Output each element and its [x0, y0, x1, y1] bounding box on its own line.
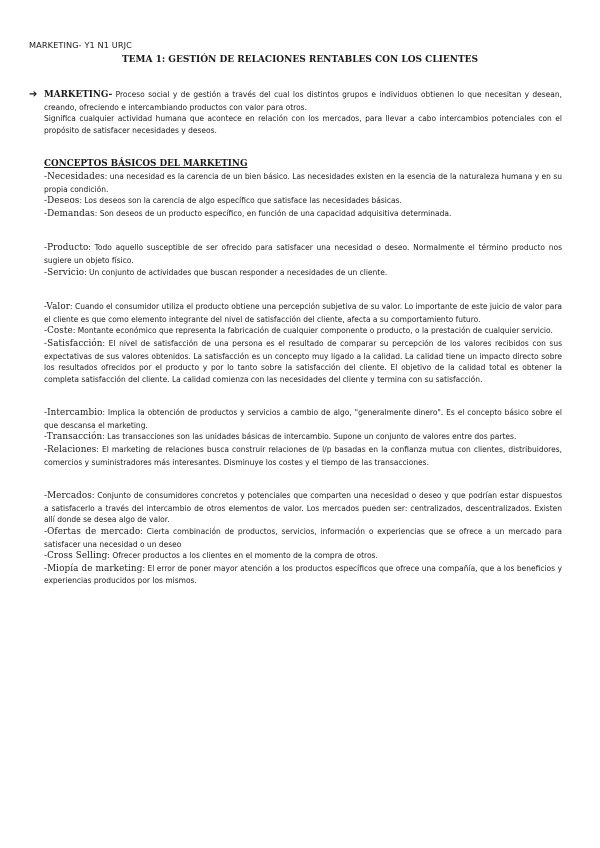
marketing-extra: Significa cualquier actividad humana que acontece en relación con los mercados, para llevar a cabo intercambios potenciales con el propósito de satisfacer necesidades y deseos. [44, 114, 562, 135]
concept-coste [44, 325, 562, 338]
term-label: -Satisfacción [44, 338, 103, 349]
term-label: -Mercados [44, 491, 92, 502]
term-text: : una necesidad es la carencia de un bien básico. Las necesidades existen en la esencia de la naturaleza humana y en su propia condición. [44, 171, 562, 194]
term-label: -Ofertas de mercado [44, 527, 141, 538]
term-text: : El error de poner mayor atención a los productos específicos que ofrece una compañía, que a los beneficios y experiencias producidos por los mismos. [44, 563, 563, 586]
term-text: : Cierta combinación de productos, servicios, información o experiencias que se ofrece a un mercado para satisfacer una necesidad o un deseo [44, 527, 562, 549]
concept-servicio [44, 267, 562, 280]
term-text: : Conjunto de consumidores concretos y potenciales que comparten una necesidad o deseo y que podrían estar dispuestos a satisfacerlo a través del intercambio de otros elementos de valor. Los mercados pueden ser: centralizados, descentralizados. Existen allí donde se desea algo de valor. [44, 491, 562, 525]
concept-valor [44, 301, 562, 325]
marketing-definition [29, 89, 562, 113]
term-text: : Todo aquello susceptible de ser ofrecido para satisfacer una necesidad o deseo. Normalmente el término producto nos sugiere un objeto físico. [44, 243, 562, 265]
concept-ofertas [44, 526, 562, 550]
term-label: -Transacción [44, 432, 103, 443]
concept-satisfaccion [44, 338, 562, 385]
concept-necesidades [44, 171, 562, 195]
concept-deseos [44, 195, 562, 208]
term-label: -Cross Selling [44, 551, 108, 562]
concept-miopia [44, 563, 562, 587]
term-label: -Producto [44, 243, 89, 254]
term-label: -Miopía de marketing [44, 563, 143, 574]
concept-transaccion [44, 431, 562, 444]
term-text: : Los deseos son la carencia de algo específico que satisface las necesidades básicas. [79, 196, 402, 206]
term-label: -Coste [44, 326, 73, 337]
concept-cross-selling [44, 550, 562, 563]
concept-demandas [44, 208, 562, 221]
marketing-term: MARKETING- [44, 90, 113, 100]
arrow-right-icon: ➔ [29, 89, 38, 100]
section-heading: CONCEPTOS BÁSICOS DEL MARKETING [44, 159, 248, 170]
term-label: -Relaciones [44, 445, 97, 456]
term-text: : Cuando el consumidor utiliza el producto obtiene una percepción subjetiva de su valor. Lo importante de este juicio de valor para el cliente es que como elemento integrante del nivel de satisfacción del cliente, afecta a su comportamiento futuro. [44, 302, 562, 324]
term-label: -Servicio [44, 267, 85, 278]
term-label: -Demandas [44, 208, 95, 219]
concept-intercambio [44, 407, 562, 431]
term-text: : Un conjunto de actividades que buscan responder a necesidades de un cliente. [84, 267, 388, 277]
term-label: -Deseos [44, 196, 80, 207]
term-text: : Las transacciones son las unidades básicas de intercambio. Supone un conjunto de valores entre dos partes. [102, 432, 517, 442]
term-text: : Montante económico que representa la fabricación de cualquier componente o producto, o la prestación de cualquier servicio. [72, 326, 553, 336]
term-text: : El nivel de satisfacción de una persona es el resultado de comparar su percepción de los valores recibidos con sus expectativas de sus valores obtenidos. La satisfacción es un concepto muy ligado a la calidad. La calidad tiene un impacto directo sobre los resultados ofrecidos por el producto y por lo tanto sobre la satisfacción del cliente. El objetivo de la calidad total es obtener la completa satisfacción del cliente. La calidad comienza con las necesidades del cliente y termina con su satisfacción. [44, 338, 562, 384]
term-text: : Ofrecer productos a los clientes en el momento de la compra de otros. [107, 551, 378, 561]
term-text: : El marketing de relaciones busca construir relaciones de l/p basadas en la confianza mutua con clientes, distribuidores, comercios y suministradores más interesantes. Disminuye los costes y el tiempo de las transacciones. [44, 445, 562, 467]
document-title: TEMA 1: GESTIÓN DE RELACIONES RENTABLES CON LOS CLIENTES [121, 55, 479, 65]
term-text: : Implica la obtención de productos y servicios a cambio de algo, "generalmente dinero". Es el concepto básico sobre el que descansa el marketing. [44, 408, 562, 430]
term-label: -Necesidades [44, 171, 105, 182]
concept-producto [44, 242, 562, 266]
concept-relaciones [44, 444, 562, 468]
term-text: : Son deseos de un producto específico, en función de una capacidad adquisitiva determinada. [94, 208, 452, 218]
term-label: -Intercambio [44, 408, 103, 419]
course-label: MARKETING- Y1 N1 URJC [29, 40, 133, 50]
marketing-definition-text: Proceso social y de gestión a través del cual los distintos grupos e individuos obtienen lo que necesitan y desean, creando, ofreciendo e intercambiando productos con valor para otros. [44, 90, 562, 112]
concept-mercados [44, 490, 562, 526]
term-label: -Valor [44, 302, 71, 313]
document-body [29, 89, 563, 587]
